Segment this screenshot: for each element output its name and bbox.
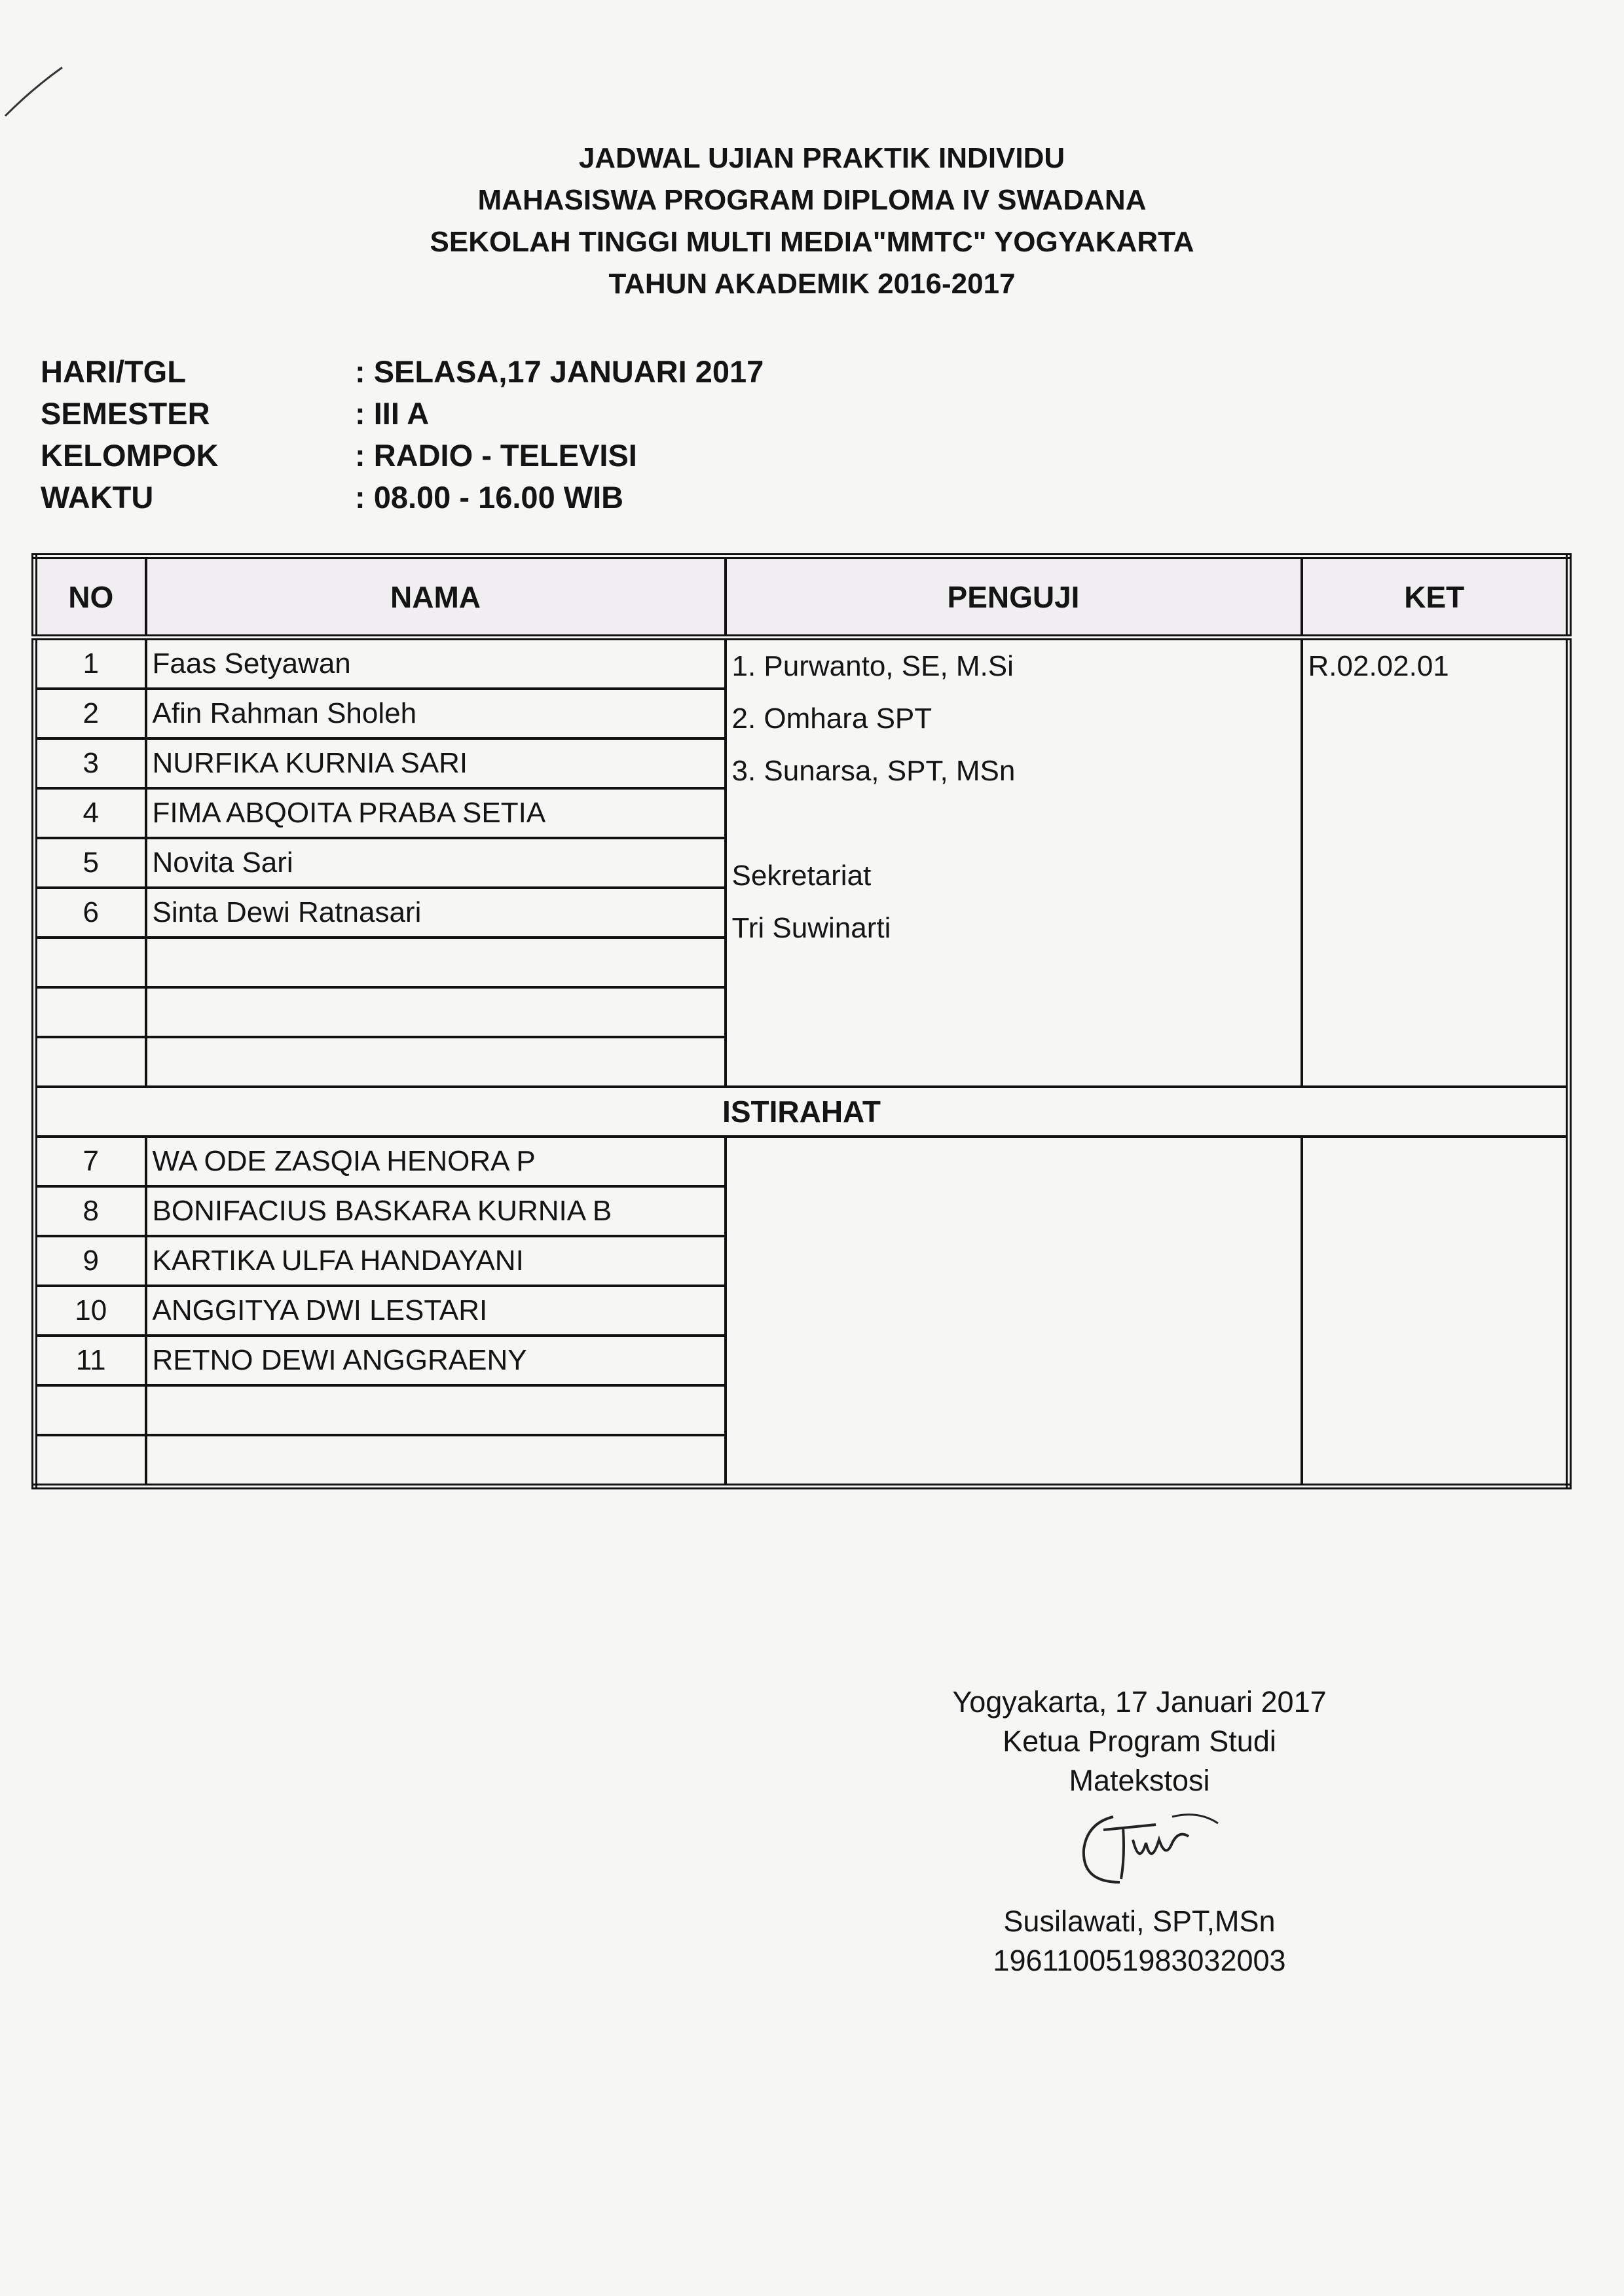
table-row	[35, 638, 1569, 689]
title-line-1: JADWAL UJIAN PRAKTIK INDIVIDU	[578, 142, 1065, 174]
info-value: : RADIO - TELEVISI	[355, 438, 637, 473]
title-line-4: TAHUN AKADEMIK 2016-2017	[608, 268, 1016, 300]
break-row	[35, 1087, 1569, 1137]
info-value: : 08.00 - 16.00 WIB	[355, 480, 624, 515]
row-no	[35, 938, 146, 987]
info-row-day	[41, 351, 764, 393]
row-name: Sinta Dewi Ratnasari	[146, 888, 726, 938]
row-no	[35, 1037, 146, 1087]
signer-role: Ketua Program Studi	[1003, 1724, 1276, 1758]
examiner-cell	[726, 1137, 1302, 1487]
row-name: FIMA ABQOITA PRABA SETIA	[146, 788, 726, 838]
col-header-ket: KET	[1302, 556, 1569, 638]
row-name: ANGGITYA DWI LESTARI	[146, 1286, 726, 1336]
examiner-line: 3. Sunarsa, SPT, MSn	[731, 755, 1016, 787]
info-label: HARI/TGL	[41, 354, 186, 389]
row-no: 7	[35, 1137, 146, 1186]
break-label: ISTIRAHAT	[35, 1087, 1569, 1137]
examiner-cell	[726, 638, 1302, 1087]
row-name: WA ODE ZASQIA HENORA P	[146, 1137, 726, 1186]
col-header-penguji: PENGUJI	[726, 556, 1302, 638]
signature-block	[904, 1683, 1375, 1980]
handwritten-signature	[1041, 1804, 1238, 1902]
info-row-group	[41, 435, 764, 477]
row-no: 8	[35, 1186, 146, 1236]
examiner-line: 2. Omhara SPT	[731, 702, 932, 735]
room-code: R.02.02.01	[1308, 650, 1449, 682]
signer-nip: 196110051983032003	[993, 1944, 1286, 1977]
row-name	[146, 1435, 726, 1487]
signer-program: Matekstosi	[1069, 1764, 1210, 1797]
col-header-no: NO	[35, 556, 146, 638]
row-name	[146, 987, 726, 1037]
row-no: 10	[35, 1286, 146, 1336]
row-name: NURFIKA KURNIA SARI	[146, 738, 726, 788]
info-row-time	[41, 477, 764, 519]
row-name: Novita Sari	[146, 838, 726, 888]
examiner-line	[732, 797, 1295, 850]
info-value: : SELASA,17 JANUARI 2017	[355, 354, 764, 389]
row-no: 1	[35, 638, 146, 689]
row-no	[35, 1385, 146, 1435]
row-name: KARTIKA ULFA HANDAYANI	[146, 1236, 726, 1286]
row-no: 5	[35, 838, 146, 888]
row-no: 11	[35, 1336, 146, 1385]
row-name	[146, 1037, 726, 1087]
row-no: 4	[35, 788, 146, 838]
row-no: 6	[35, 888, 146, 938]
info-value: : III A	[355, 396, 430, 431]
room-cell	[1302, 638, 1569, 1087]
row-no: 2	[35, 689, 146, 738]
col-header-nama: NAMA	[146, 556, 726, 638]
info-row-semester	[41, 393, 764, 435]
title-line-3: SEKOLAH TINGGI MULTI MEDIA"MMTC" YOGYAKARTA	[430, 226, 1194, 258]
place-date: Yogyakarta, 17 Januari 2017	[952, 1685, 1327, 1719]
row-name	[146, 938, 726, 987]
row-no: 3	[35, 738, 146, 788]
room-cell	[1302, 1137, 1569, 1487]
info-label: WAKTU	[41, 480, 154, 515]
row-no: 9	[35, 1236, 146, 1286]
secretariat-name: Tri Suwinarti	[731, 912, 891, 944]
table-header-row	[35, 556, 1569, 638]
info-label: KELOMPOK	[41, 438, 219, 473]
scan-mark	[0, 62, 72, 121]
row-name: Faas Setyawan	[146, 638, 726, 689]
row-name: RETNO DEWI ANGGRAENY	[146, 1336, 726, 1385]
exam-info	[41, 351, 764, 519]
secretariat-label: Sekretariat	[731, 860, 872, 892]
row-no	[35, 987, 146, 1037]
info-label: SEMESTER	[41, 396, 210, 431]
table-row	[35, 1137, 1569, 1186]
document-title	[0, 137, 1624, 305]
schedule-table	[31, 553, 1572, 1489]
title-line-2: MAHASISWA PROGRAM DIPLOMA IV SWADANA	[477, 184, 1147, 216]
row-no	[35, 1435, 146, 1487]
row-name	[146, 1385, 726, 1435]
signer-name: Susilawati, SPT,MSn	[1003, 1904, 1276, 1938]
examiner-line: 1. Purwanto, SE, M.Si	[731, 650, 1014, 682]
row-name: Afin Rahman Sholeh	[146, 689, 726, 738]
row-name: BONIFACIUS BASKARA KURNIA B	[146, 1186, 726, 1236]
